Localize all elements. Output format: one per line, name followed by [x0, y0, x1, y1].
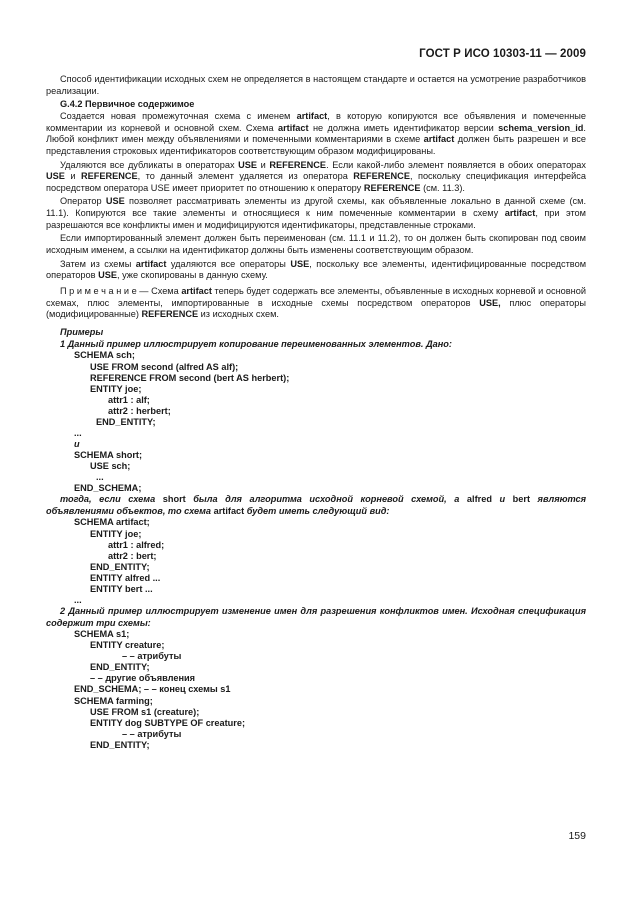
text-run: и: [257, 159, 270, 170]
text-run: . Любой конфликт имен между объявлениями и помеченными комментариями в схеме: [46, 122, 586, 145]
term-use: USE: [290, 258, 310, 269]
note-paragraph: [46, 286, 586, 321]
code-line: END_ENTITY;: [96, 416, 156, 427]
text-run: Затем из схемы: [60, 258, 136, 269]
text-run: , поскольку все элементы, идентифицированные посредством операторов: [46, 258, 587, 281]
code-line: – – атрибуты: [122, 728, 182, 739]
text-run: , в которую копируются все объявления и помеченные комментарии из корневой и основной схем. Схема: [46, 110, 586, 133]
code-line: attr1 : alfred;: [108, 539, 165, 550]
code-line: SCHEMA sch;: [74, 350, 135, 361]
term-use: USE: [46, 171, 65, 182]
code-line: ENTITY joe;: [90, 383, 142, 394]
term-artifact: artifact: [504, 208, 536, 219]
section-heading: G.4.2 Первичное содержимое: [60, 99, 195, 110]
code-line: USE FROM s1 (creature);: [90, 706, 200, 717]
text-run: — Схема: [136, 285, 182, 296]
text-run: позволяет рассматривать элементы из другой схемы, как объявленные локально в данной схеме (см. 11.1). Копируются все такие элементы и относящиеся к ним помеченные комментарии в схему: [46, 196, 587, 219]
text-run: Оператор: [60, 196, 106, 207]
code-line: END_SCHEMA;: [74, 483, 142, 494]
term-reference: REFERENCE: [353, 171, 410, 182]
text-run: не должна иметь идентификатор версии: [308, 122, 499, 133]
term-artifact: artifact: [423, 134, 455, 145]
term-artifact: artifact: [296, 110, 328, 121]
code-line: END_ENTITY;: [90, 662, 150, 673]
text-run: и: [491, 494, 513, 505]
code-line: attr2 : bert;: [108, 550, 157, 561]
standard-header: ГОСТ Р ИСО 10303-11 — 2009: [419, 48, 586, 60]
code-line: ...: [74, 594, 82, 605]
page-content: [46, 74, 586, 751]
term-use: USE: [98, 270, 117, 281]
code-line: – – другие объявления: [90, 673, 196, 684]
term-artifact: artifact: [277, 122, 309, 133]
term-artifact: artifact: [181, 285, 212, 296]
page-number: 159: [568, 830, 586, 842]
code-line: END_ENTITY;: [90, 561, 150, 572]
text-run: должен быть разрешен и все представления строковых идентификаторов соответствующим образом модифицированы.: [46, 134, 586, 157]
code-line: ENTITY joe;: [90, 528, 142, 539]
paragraph-renamed-element: Если импортированный элемент должен быть переименован (см. 11.1 и 11.2), то он должен быть скопирован под своим исходным именем, а ссылки на идентификатор должны быть изменены соответствующим образом.: [46, 233, 586, 256]
code-line: и: [74, 438, 80, 449]
paragraph-remove-use: [46, 259, 586, 282]
term-artifact: artifact: [135, 258, 167, 269]
text-run: будет иметь следующий вид:: [244, 505, 390, 516]
code-line: – – атрибуты: [122, 651, 182, 662]
term-use: USE: [105, 196, 125, 207]
code-block-3: [46, 629, 586, 751]
text-run: и: [64, 171, 81, 182]
example-2-intro: 2 Данный пример иллюстрирует изменение имен для разрешения конфликтов имен. Исходная спецификация содержит три схемы:: [46, 605, 586, 628]
text-run: теперь будет содержать все элементы, объявленные в исходных корневой и основной схемах, плюс элементы, импортированные в исходные схемы посредством операторов: [46, 285, 586, 308]
note-label: П р и м е ч а н и е: [60, 285, 137, 296]
text-run: Создается новая промежуточная схема с именем: [60, 110, 297, 121]
term-reference: REFERENCE: [363, 182, 421, 193]
text-run: , то данный элемент удаляется из оператора: [137, 171, 354, 182]
term-short: short: [162, 494, 186, 505]
code-line: SCHEMA s1;: [74, 629, 130, 640]
term-reference: REFERENCE: [80, 171, 138, 182]
code-line: SCHEMA short;: [74, 449, 143, 460]
code-line: ENTITY alfred ...: [90, 572, 161, 583]
text-run: , поскольку спецификация интерфейса посредством оператора USE имеет приоритет по отношению к оператору: [46, 171, 586, 193]
code-line: SCHEMA farming;: [74, 695, 153, 706]
term-reference: REFERENCE: [269, 159, 327, 170]
code-line: ...: [96, 471, 104, 482]
text-run: тогда, если схема: [60, 494, 163, 505]
code-line: ENTITY creature;: [90, 640, 165, 651]
code-line: USE FROM second (alfred AS alf);: [90, 361, 239, 372]
text-run: из исходных схем.: [198, 309, 279, 320]
code-line: ENTITY bert ...: [90, 583, 153, 594]
code-line: ENTITY dog SUBTYPE OF creature;: [90, 717, 246, 728]
paragraph-use-operator: [46, 196, 586, 231]
code-line: END_SCHEMA; – – конец схемы s1: [74, 684, 231, 695]
text-run: была для алгоритма исходной корневой схемой, а: [185, 494, 467, 505]
term-use: USE: [238, 159, 258, 170]
term-bert: bert: [512, 494, 530, 505]
term-artifact: artifact: [213, 505, 245, 516]
term-reference: REFERENCE: [141, 309, 199, 320]
text-run: Удаляются все дубликаты в операторах: [60, 159, 239, 170]
term-schema-version-id: schema_version_id: [498, 122, 584, 133]
text-run: . Если какой-либо элемент появляется в обоих операторах: [326, 159, 586, 170]
code-line: SCHEMA artifact;: [74, 517, 150, 528]
examples-heading: Примеры: [60, 327, 104, 338]
paragraph-duplicates: [46, 160, 586, 195]
code-line: ...: [74, 427, 82, 438]
text-run: плюс операторы (модифицированные): [46, 297, 586, 320]
code-line: END_ENTITY;: [90, 739, 150, 750]
text-run: , при этом разрешаются все конфликты имен и модифицируются идентификаторы, представленные строками.: [46, 208, 586, 230]
term-alfred: alfred: [466, 494, 492, 505]
code-block-2: [46, 517, 586, 605]
example-1-conclusion: [46, 494, 586, 517]
text-run: удаляются все операторы: [166, 258, 291, 269]
term-use: USE,: [479, 297, 501, 308]
code-line: REFERENCE FROM second (bert AS herbert);: [90, 372, 290, 383]
example-1-intro: 1 Данный пример иллюстрирует копирование переименованных элементов. Дано:: [60, 338, 452, 349]
paragraph-new-schema: [46, 111, 586, 158]
text-run: , уже скопированы в данную схему.: [117, 270, 268, 281]
code-line: attr2 : herbert;: [108, 405, 171, 416]
code-line: attr1 : alf;: [108, 394, 150, 405]
code-block-1: [46, 350, 586, 494]
code-line: USE sch;: [90, 460, 131, 471]
text-run: являются объявлениями объектов, то схема: [46, 494, 587, 516]
paragraph-identification: Способ идентификации исходных схем не определяется в настоящем стандарте и остается на усмотрение разработчиков реализации.: [46, 74, 586, 96]
text-run: (см. 11.3).: [420, 182, 465, 193]
